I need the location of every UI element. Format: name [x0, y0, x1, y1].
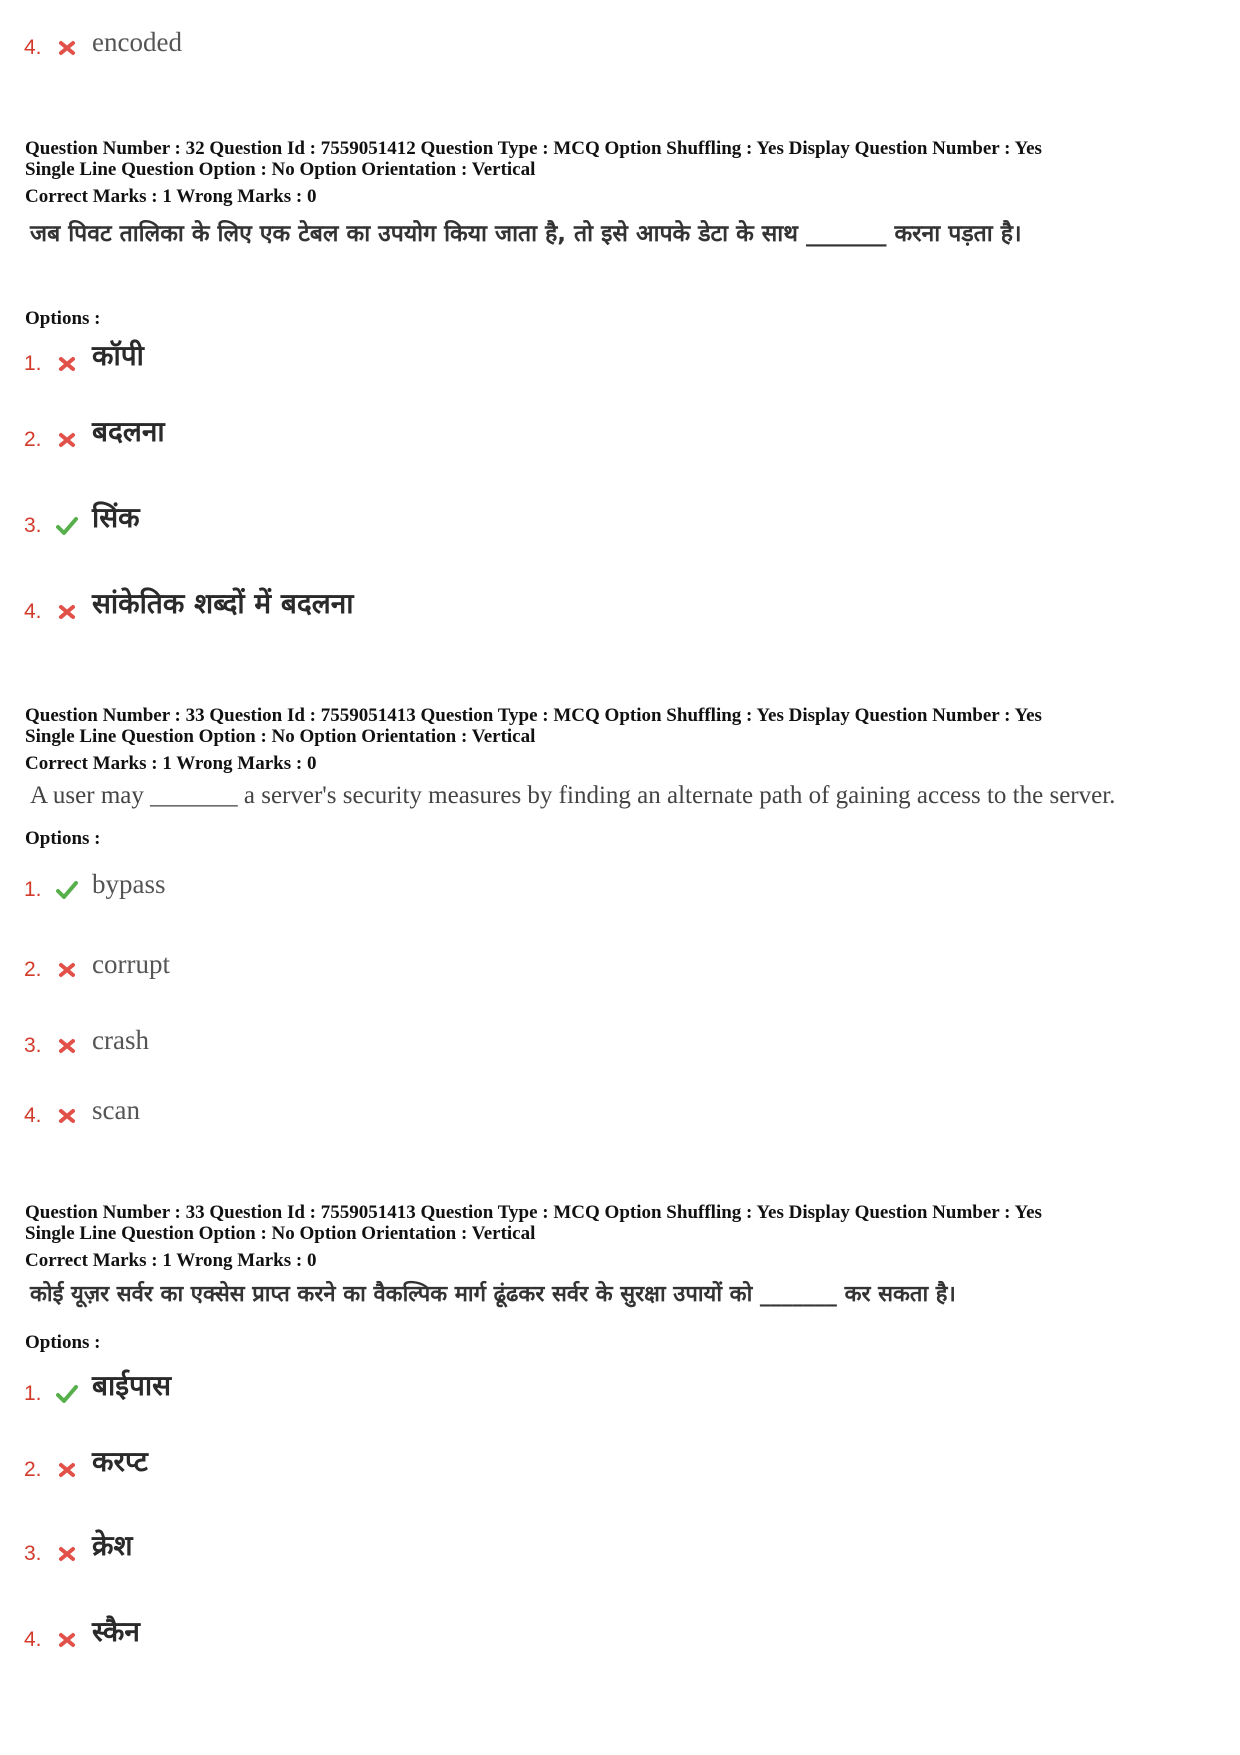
- question-text: जब पिवट तालिका के लिए एक टेबल का उपयोग किया जाता है, तो इसे आपके डेटा के साथ _______ करना पड़ता है।: [30, 221, 1022, 247]
- cross-icon: [54, 1458, 80, 1482]
- question-meta-2: Single Line Question Option : No Option Orientation : Vertical: [25, 159, 536, 180]
- question-marks: Correct Marks : 1 Wrong Marks : 0: [25, 1250, 317, 1271]
- cross-icon: [54, 352, 80, 376]
- check-icon: [54, 514, 80, 538]
- option-item: [24, 584, 1124, 628]
- options-label: Options :: [25, 1332, 101, 1353]
- option-number: 2.: [24, 428, 42, 451]
- option-item: [24, 1018, 1124, 1062]
- option-item: [24, 1526, 1124, 1570]
- option-text: बाईपास: [92, 1369, 172, 1402]
- question-meta: Question Number : 32 Question Id : 7559051412 Question Type : MCQ Option Shuffling : Yes Display Question Number : Yes: [25, 138, 1042, 159]
- cross-icon: [54, 1034, 80, 1058]
- question-meta: Question Number : 33 Question Id : 7559051413 Question Type : MCQ Option Shuffling : Yes Display Question Number : Yes: [25, 705, 1042, 726]
- option-text: स्कैन: [92, 1615, 140, 1648]
- cross-icon: [54, 428, 80, 452]
- question-header-32: [25, 138, 1225, 208]
- option-text: बदलना: [92, 415, 165, 448]
- option-item: [24, 1612, 1124, 1656]
- cross-icon: [54, 600, 80, 624]
- cross-icon: [54, 36, 80, 60]
- option-number: 4.: [24, 1628, 42, 1651]
- option-text: सांकेतिक शब्दों में बदलना: [92, 587, 354, 620]
- option-number: 4.: [24, 36, 42, 59]
- option-text: scan: [92, 1095, 140, 1125]
- check-icon: [54, 878, 80, 902]
- option-text: क्रेश: [92, 1529, 133, 1562]
- option-number: 2.: [24, 1458, 42, 1481]
- option-text: कॉपी: [92, 339, 144, 372]
- option-number: 4.: [24, 1104, 42, 1127]
- option-number: 1.: [24, 878, 42, 901]
- option-number: 2.: [24, 958, 42, 981]
- question-header-33: [25, 705, 1225, 775]
- options-label: Options :: [25, 308, 101, 329]
- option-text: crash: [92, 1025, 149, 1055]
- option-number: 4.: [24, 600, 42, 623]
- option-item: [24, 1442, 1124, 1486]
- option-number: 3.: [24, 1034, 42, 1057]
- question-header-33-hindi: [25, 1202, 1225, 1272]
- option-item: [24, 1088, 1124, 1132]
- option-text: करप्ट: [92, 1445, 148, 1478]
- option-number: 3.: [24, 514, 42, 537]
- question-marks: Correct Marks : 1 Wrong Marks : 0: [25, 186, 317, 207]
- option-text: corrupt: [92, 949, 170, 979]
- cross-icon: [54, 1628, 80, 1652]
- cross-icon: [54, 958, 80, 982]
- question-meta: Question Number : 33 Question Id : 7559051413 Question Type : MCQ Option Shuffling : Yes Display Question Number : Yes: [25, 1202, 1042, 1223]
- options-label: Options :: [25, 828, 101, 849]
- question-meta-2: Single Line Question Option : No Option Orientation : Vertical: [25, 1223, 536, 1244]
- question-marks: Correct Marks : 1 Wrong Marks : 0: [25, 753, 317, 774]
- option-item: [24, 412, 1124, 456]
- option-item: [24, 336, 1124, 380]
- option-text: सिंक: [92, 501, 140, 534]
- cross-icon: [54, 1542, 80, 1566]
- option-text: encoded: [92, 27, 182, 57]
- option-number: 3.: [24, 1542, 42, 1565]
- question-meta-2: Single Line Question Option : No Option Orientation : Vertical: [25, 726, 536, 747]
- option-number: 1.: [24, 1382, 42, 1405]
- option-item: [24, 1366, 1124, 1410]
- option-item: [24, 942, 1124, 986]
- option-item: [24, 862, 1124, 906]
- check-icon: [54, 1382, 80, 1406]
- question-text: कोई यूज़र सर्वर का एक्सेस प्राप्त करने का वैकल्पिक मार्ग ढूंढकर सर्वर के सुरक्षा उपायों को _______ कर सकता है।: [30, 1282, 956, 1307]
- option-number: 1.: [24, 352, 42, 375]
- question-text: A user may _______ a server's security measures by finding an alternate path of gaining access to the server.: [30, 782, 1116, 809]
- cross-icon: [54, 1104, 80, 1128]
- option-item: [24, 498, 1124, 542]
- option-item: [24, 20, 1124, 64]
- option-text: bypass: [92, 869, 166, 899]
